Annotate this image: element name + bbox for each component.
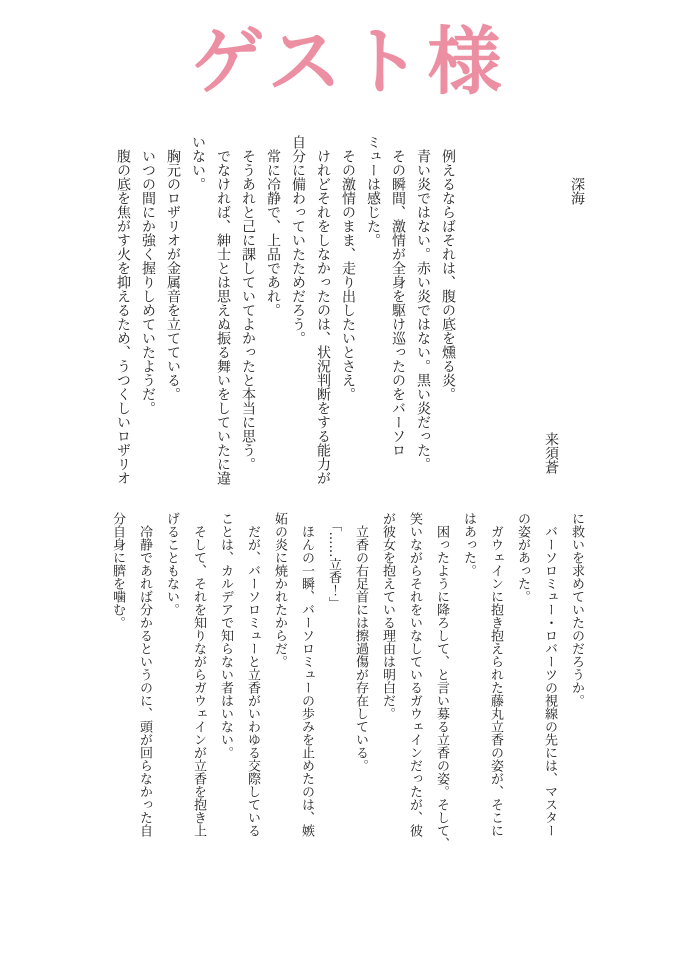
page1-text-block xyxy=(110,135,460,503)
text-line: 腹の底を焦がす火を抑えるため、うつくしいロザリオ xyxy=(115,135,131,485)
text-line: その激情のまま、走り出したいとさえ。 xyxy=(340,135,356,401)
text-line: だが、バーソロミューと立香がいわゆる交際している xyxy=(245,512,260,837)
text-line: 胸元のロザリオが金属音を立てている。 xyxy=(165,135,181,401)
text-line: ほんの一瞬、バーソロミューの歩みを止めたのは、嫉 xyxy=(299,512,314,837)
story-header xyxy=(538,135,590,497)
text-line: でなければ、紳士とは思えぬ振る舞いをしていたに違 xyxy=(215,135,231,485)
text-line: 笑いながらそれをいなしているガウェインだったが、彼 xyxy=(407,512,422,837)
text-line: 常に冷静で、上品であれ。 xyxy=(265,135,281,317)
text-line: そして、それを知りながらガウェインが立香を抱き上 xyxy=(191,512,206,837)
text-line: その瞬間、激情が全身を駆け巡ったのをバーソロ xyxy=(390,135,406,457)
text-line: 立香の右足首には擦過傷が存在している。 xyxy=(353,512,368,772)
guest-banner-title: ゲスト様 xyxy=(190,19,508,105)
text-line: けれどそれをしなかったのは、状況判断をする能力が xyxy=(315,135,331,485)
text-line: 妬の炎に焼かれたからだ。 xyxy=(272,512,287,668)
text-line: げることもない。 xyxy=(164,512,179,616)
text-line: に救いを求めていたのだろうか。 xyxy=(569,512,584,707)
text-line: 困ったように降ろして、と言い募る立香の姿。そして、 xyxy=(434,512,449,850)
text-line: ことは、カルデアで知らない者はいない。 xyxy=(218,512,233,759)
text-line: いない。 xyxy=(190,135,206,191)
text-line: 冷静であれば分かるというのに、頭が回らなかった自 xyxy=(137,512,152,837)
text-line: 例えるならばそれは、腹の底を燻る炎。 xyxy=(440,135,456,401)
text-line: バーソロミュー・ロバーツの視線の先には、マスター xyxy=(542,512,557,837)
text-line: 自分に備わっていたためだろう。 xyxy=(290,135,306,345)
text-line: 「……立香！」 xyxy=(326,512,341,610)
text-line: が彼女を抱えている理由は明白だ。 xyxy=(380,512,395,720)
text-line: はあった。 xyxy=(461,512,476,577)
text-line: ガウェインに抱き抱えられた藤丸立香の姿が、そこに xyxy=(488,512,503,837)
story-title: 深海 xyxy=(569,177,585,205)
story-author: 来須蒼 xyxy=(543,432,559,474)
text-line: の姿があった。 xyxy=(515,512,530,603)
text-line: ミューは感じた。 xyxy=(365,135,381,247)
text-line: 青い炎ではない。赤い炎ではない。黒い炎だった。 xyxy=(415,135,431,471)
text-line: いつの間にか強く握りしめていたようだ。 xyxy=(140,135,156,415)
page2-text-block xyxy=(104,512,590,864)
text-line: 分自身に臍を噛む。 xyxy=(110,512,125,629)
text-line: そうあれと己に課していてよかったと本当に思う。 xyxy=(240,135,256,471)
